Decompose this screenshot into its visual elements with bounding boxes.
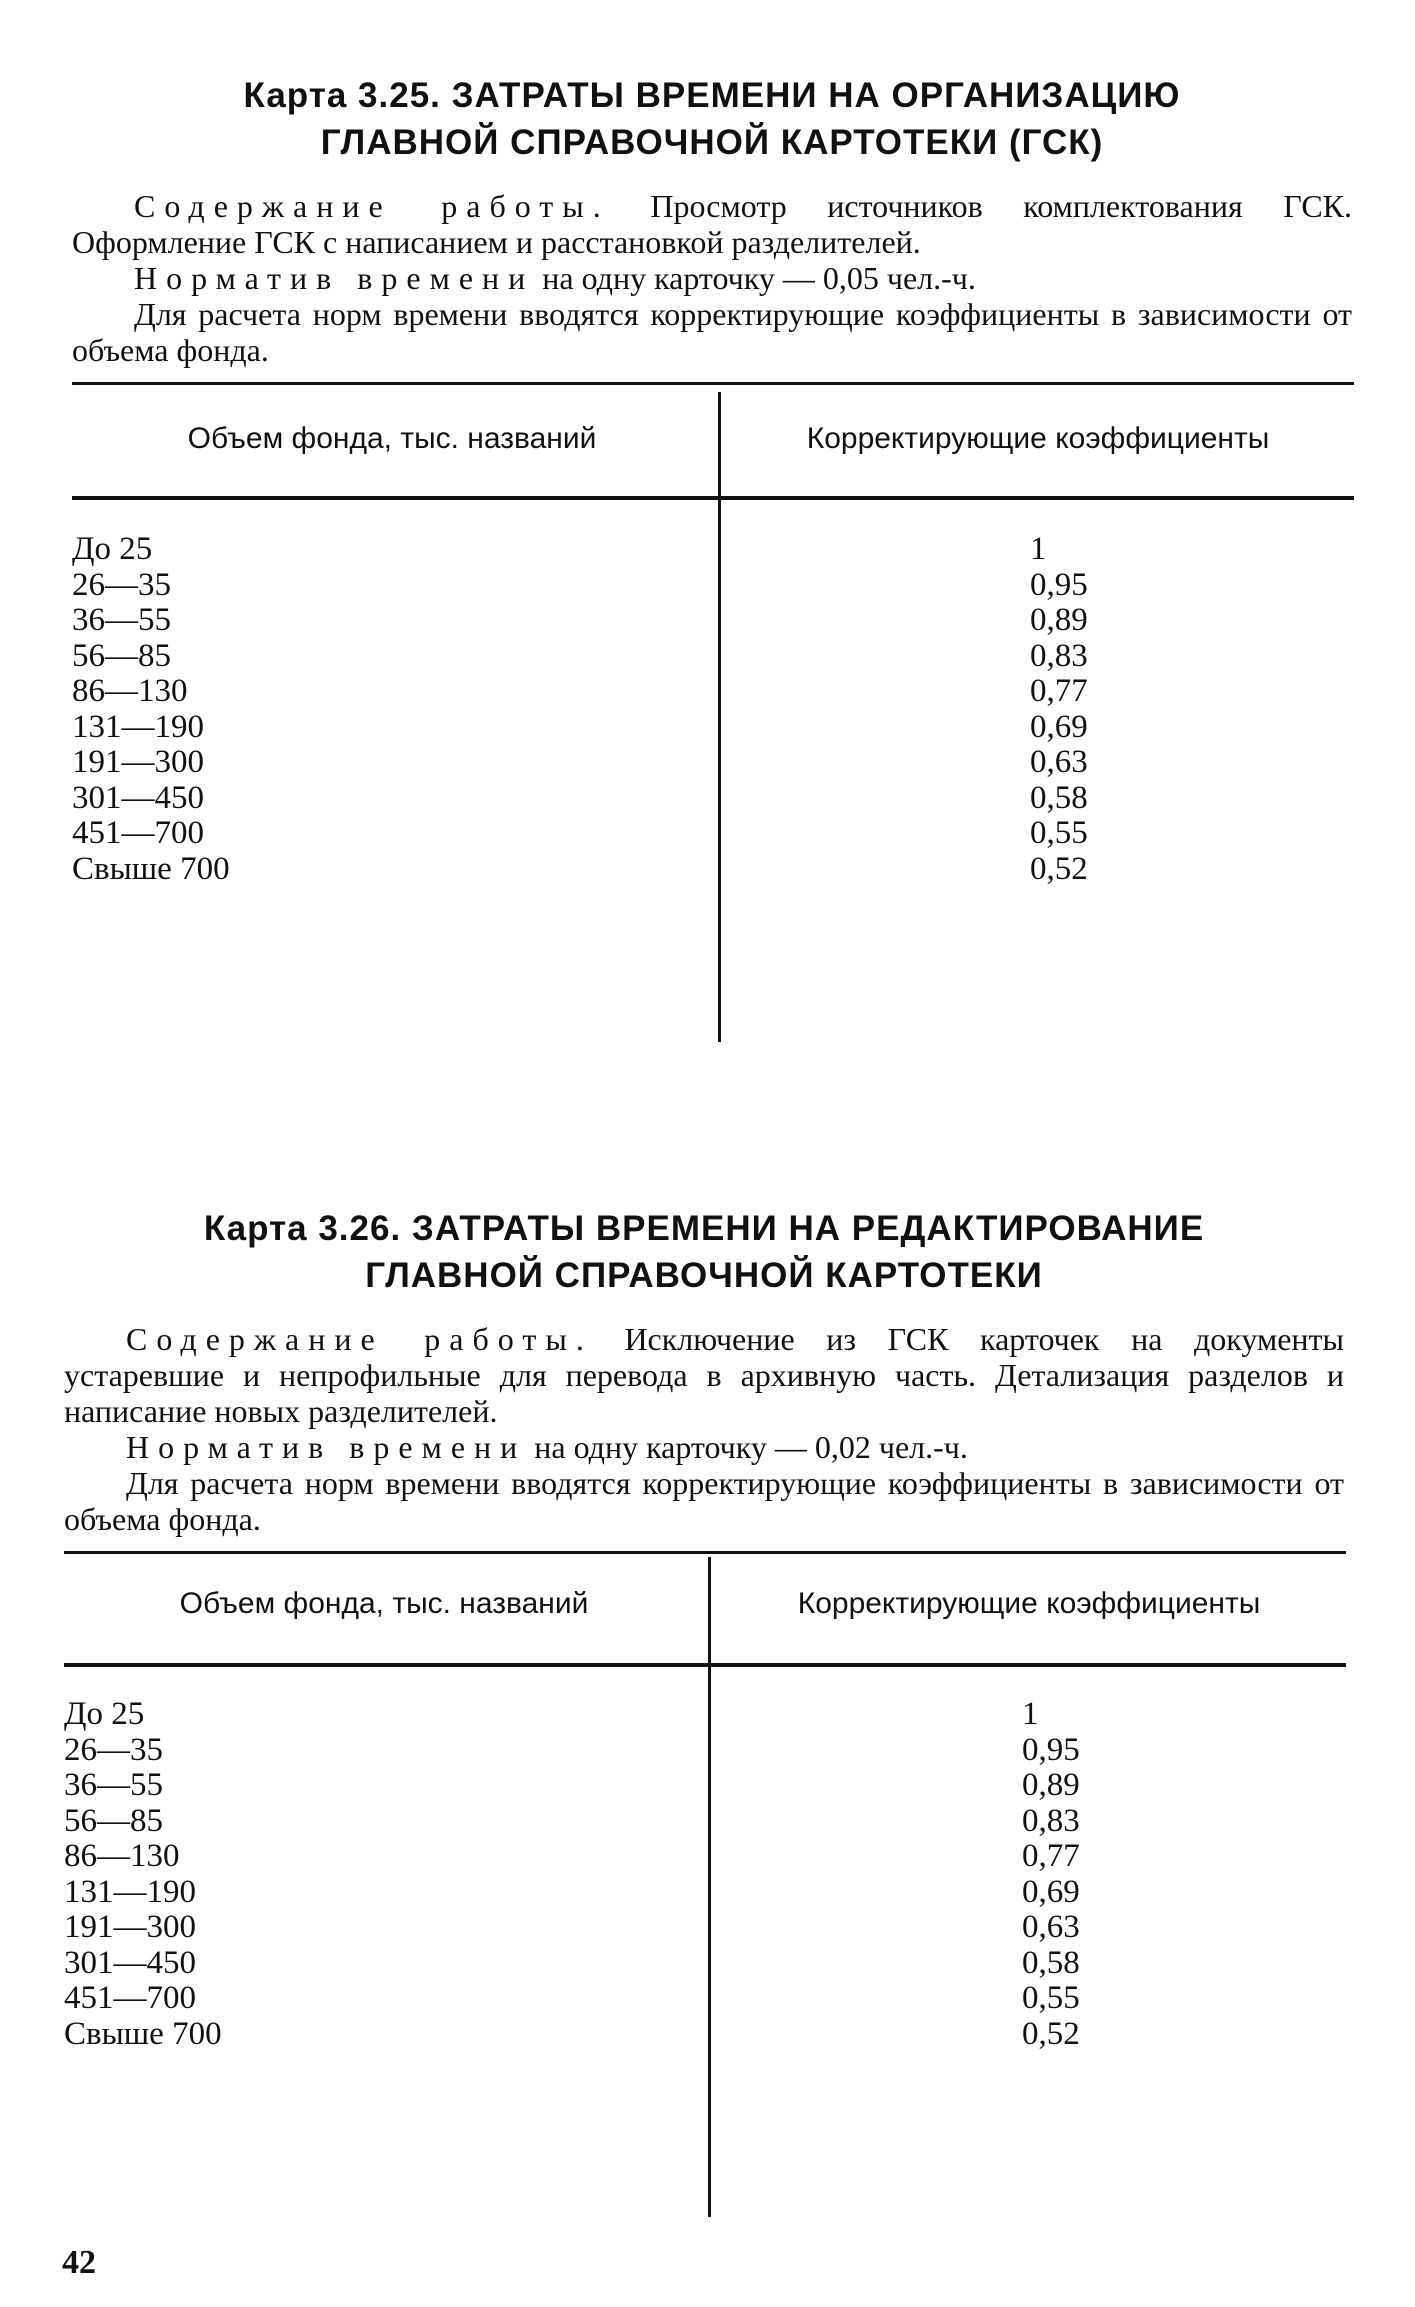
- volume-column: [72, 532, 230, 887]
- coefficient-column: [1022, 1697, 1080, 2052]
- header-volume: Объем фонда, тыс. названий: [187, 422, 597, 455]
- volume-cell: 26—35: [72, 566, 171, 603]
- volume-cell: До 25: [72, 531, 153, 567]
- volume-cell: 56—85: [64, 1802, 163, 1839]
- coefficient-cell: 0,89: [1022, 1767, 1080, 1803]
- coefficient-cell: 0,83: [1030, 637, 1088, 674]
- coefficient-table: [64, 1551, 1346, 2217]
- page-number: 42: [62, 2244, 96, 2281]
- coefficient-table: [72, 382, 1354, 1042]
- time-norm-text: на одну карточку — 0,02 чел.-ч.: [534, 1429, 968, 1465]
- correction-note: Для расчета норм времени вводятся корректирующие коэффициенты в зависимости от объема фонда.: [72, 296, 1352, 368]
- coefficient-cell: 0,77: [1022, 1838, 1080, 1874]
- volume-cell: 191—300: [64, 1909, 196, 1945]
- coefficient-cell: 0,77: [1030, 673, 1088, 709]
- volume-cell: 191—300: [72, 744, 204, 780]
- coefficient-cell: 1: [1022, 1696, 1039, 1732]
- coefficient-cell: 1: [1030, 531, 1047, 567]
- coefficient-cell: 0,95: [1030, 566, 1088, 603]
- coefficient-cell: 0,95: [1022, 1731, 1080, 1768]
- volume-cell: 451—700: [64, 1980, 196, 2016]
- volume-cell: 301—450: [64, 1944, 196, 1981]
- header-coefficients: Корректирующие коэффициенты: [806, 422, 1270, 455]
- card-title-line1: Карта 3.25. ЗАТРАТЫ ВРЕМЕНИ НА ОРГАНИЗАЦИЮ: [243, 76, 1181, 115]
- time-norm: [72, 260, 1352, 296]
- correction-note: Для расчета норм времени вводятся корректирующие коэффициенты в зависимости от объема фонда.: [64, 1465, 1344, 1537]
- volume-cell: До 25: [64, 1696, 145, 1732]
- table-header-rule: [72, 496, 1354, 500]
- time-norm-text: на одну карточку — 0,05 чел.-ч.: [542, 260, 976, 296]
- volume-cell: 301—450: [72, 779, 204, 816]
- coefficient-cell: 0,55: [1022, 1980, 1080, 2016]
- volume-cell: 36—55: [72, 602, 171, 638]
- coefficient-cell: 0,89: [1030, 602, 1088, 638]
- coefficient-cell: 0,83: [1022, 1802, 1080, 1839]
- coefficient-cell: 0,69: [1022, 1873, 1080, 1910]
- volume-column: [64, 1697, 222, 2052]
- volume-cell: 451—700: [72, 815, 204, 851]
- volume-cell: 36—55: [64, 1767, 163, 1803]
- work-content-label: Содержание работы.: [134, 188, 610, 224]
- table-column-divider: [718, 392, 721, 1042]
- card-3-25: [72, 72, 1352, 1042]
- coefficient-cell: 0,69: [1030, 708, 1088, 745]
- work-content-label: Содержание работы.: [126, 1321, 593, 1357]
- card-title-line2: ГЛАВНОЙ СПРАВОЧНОЙ КАРТОТЕКИ (ГСК): [320, 123, 1104, 162]
- coefficient-cell: 0,52: [1022, 2015, 1080, 2052]
- work-content-text: Исключение из ГСК карточек на документы устаревшие и непрофильные для перевода в архивную часть. Детализация разделов и написание новых разделителей.: [64, 1321, 1345, 1429]
- volume-cell: 131—190: [64, 1873, 196, 1910]
- time-norm-label: Норматив времени: [126, 1429, 527, 1465]
- table-header-rule: [64, 1663, 1346, 1667]
- coefficient-cell: 0,55: [1030, 815, 1088, 851]
- card-title-line1: Карта 3.26. ЗАТРАТЫ ВРЕМЕНИ НА РЕДАКТИРОВАНИЕ: [203, 1209, 1205, 1248]
- volume-cell: 26—35: [64, 1731, 163, 1768]
- card-title-line2: ГЛАВНОЙ СПРАВОЧНОЙ КАРТОТЕКИ: [365, 1256, 1043, 1295]
- work-content-text: Просмотр источников комплектования ГСК. Оформление ГСК с написанием и расстановкой разделителей.: [72, 188, 1353, 260]
- table-top-rule: [64, 1551, 1346, 1554]
- coefficient-cell: 0,58: [1022, 1944, 1080, 1981]
- volume-cell: 131—190: [72, 708, 204, 745]
- volume-cell: Свыше 700: [64, 2015, 222, 2052]
- time-norm: [64, 1429, 1344, 1465]
- coefficient-cell: 0,63: [1030, 744, 1088, 780]
- volume-cell: 86—130: [64, 1838, 180, 1874]
- card-3-26: [64, 1205, 1344, 2217]
- volume-cell: 56—85: [72, 637, 171, 674]
- coefficient-cell: 0,63: [1022, 1909, 1080, 1945]
- coefficient-cell: 0,58: [1030, 779, 1088, 816]
- volume-cell: Свыше 700: [72, 850, 230, 887]
- volume-cell: 86—130: [72, 673, 188, 709]
- time-norm-label: Норматив времени: [134, 260, 535, 296]
- coefficient-cell: 0,52: [1030, 850, 1088, 887]
- work-content: [64, 1321, 1344, 1429]
- header-volume: Объем фонда, тыс. названий: [179, 1587, 589, 1620]
- coefficient-column: [1030, 532, 1088, 887]
- work-content: [72, 188, 1352, 260]
- table-top-rule: [72, 382, 1354, 385]
- table-column-divider: [708, 1557, 711, 2217]
- header-coefficients: Корректирующие коэффициенты: [797, 1587, 1261, 1620]
